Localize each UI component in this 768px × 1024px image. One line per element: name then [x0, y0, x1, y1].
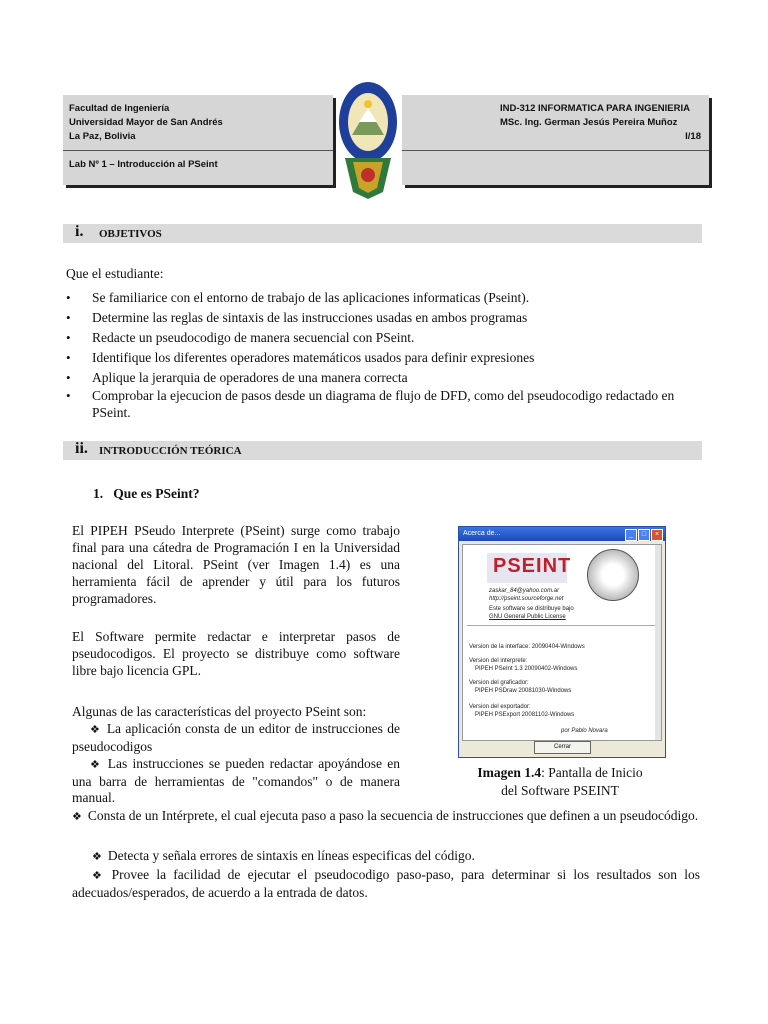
- url: http://pseint.sourceforge.net: [489, 596, 564, 602]
- objective-item: Redacte un pseudocodigo de manera secuencial con PSeint.: [92, 330, 415, 345]
- feature-item: ❖ Consta de un Intérprete, el cual ejecuta paso a paso la secuencia de instrucciones que definen a un pseudocódigo.: [72, 808, 699, 823]
- header-right-box: [402, 95, 709, 185]
- objective-item: Aplique la jerarquia de operadores de una manera correcta: [92, 370, 408, 385]
- figure-caption: Imagen 1.4: Pantalla de Inicio del Software PSEINT: [477, 765, 643, 798]
- diamond-bullet-icon: ❖: [92, 870, 106, 882]
- maximize-icon: □: [638, 529, 650, 541]
- city: La Paz, Bolivia: [69, 131, 136, 142]
- bullet-marker: •: [66, 350, 71, 365]
- feature-item: ❖ Detecta y señala errores de sintaxis en líneas especificas del código.: [92, 848, 475, 863]
- faculty-name: Facultad de Ingeniería: [69, 103, 170, 114]
- diamond-bullet-icon: ❖: [90, 724, 101, 736]
- bullet-marker: •: [66, 310, 71, 325]
- graph-label: Version del graficador:: [469, 680, 529, 686]
- license-line2: GNU General Public License: [489, 614, 566, 620]
- feature-item: ❖ Provee la facilidad de ejecutar el pseudocodigo paso-paso, para determinar si los resultados son los adecuados/esperados, de acuerdo a la entrada de datos.: [72, 867, 700, 900]
- license-line1: Este software se distribuye bajo: [489, 606, 574, 612]
- export-label: Version del exportador:: [469, 704, 531, 710]
- pseint-about-window: [458, 526, 666, 758]
- export-value: PIPEH PSExport 20081102-Windows: [475, 712, 575, 718]
- section-number: i.: [75, 223, 84, 240]
- paragraph-3: Algunas de las características del proyecto PSeint son:: [72, 704, 367, 719]
- email: zaskar_84@yahoo.com.ar: [489, 588, 560, 594]
- section-number: ii.: [75, 440, 88, 457]
- window-body: [462, 544, 662, 741]
- feature-item: ❖ Las instrucciones se pueden redactar apoyándose en una barra de herramientas de "comandos" o de manera manual.: [72, 756, 400, 805]
- interp-label: Version del interprete:: [469, 658, 528, 664]
- close-icon: ×: [651, 529, 663, 541]
- diamond-bullet-icon: ❖: [92, 851, 102, 863]
- bullet-marker: •: [66, 330, 71, 345]
- section-intro-bar: [63, 441, 702, 460]
- instructor-name: MSc. Ing. German Jesús Pereira Muñoz: [500, 117, 678, 128]
- header-left-box: [63, 95, 333, 185]
- objective-item: Determine las reglas de sintaxis de las instrucciones usadas en ambos programas: [92, 310, 528, 325]
- paragraph-1: El PIPEH PSeudo Interprete (PSeint) surge como trabajo final para una cátedra de Programación I en la Universidad nacional del Litoral. PSeint (ver Imagen 1.4) es una herramienta fácil de aprender y útil para los futuros programadores.: [72, 523, 400, 606]
- author: por Pablo Novara: [561, 728, 608, 734]
- diamond-bullet-icon: ❖: [72, 811, 82, 823]
- minimize-icon: _: [625, 529, 637, 541]
- interp-value: PIPEH PSeInt 1.3 20090402-Windows: [475, 666, 578, 672]
- bullet-marker: •: [66, 388, 71, 403]
- diamond-bullet-icon: ❖: [90, 759, 102, 771]
- window-title: Acerca de... _ □ ×: [459, 527, 665, 541]
- section-title: OBJETIVOS: [99, 228, 162, 240]
- objective-item: Identifique los diferentes operadores matemáticos usados para definir expresiones: [92, 350, 535, 365]
- university-name: Universidad Mayor de San Andrés: [69, 117, 223, 128]
- objective-item: Se familiarice con el entorno de trabajo de las aplicaciones informaticas (Pseint).: [92, 290, 530, 305]
- objectives-intro: Que el estudiante:: [66, 266, 164, 281]
- graph-value: PIPEH PSDraw 20081030-Windows: [475, 688, 572, 694]
- feature-item: ❖ La aplicación consta de un editor de instrucciones de pseudocodigos: [72, 721, 400, 754]
- course-name: IND-312 INFORMATICA PARA INGENIERIA: [500, 103, 691, 114]
- subheading: 1. Que es PSeint?: [93, 486, 200, 501]
- paragraph-2: El Software permite redactar e interpretar pasos de pseudocodigos. El proyecto se distribuye como software libre bajo licencia GPL.: [72, 629, 400, 678]
- iface-version: Version de la interface: 20090404-Windows: [469, 644, 585, 650]
- page-number: I/18: [685, 131, 701, 142]
- section-objectives-bar: [63, 224, 702, 243]
- objective-item: Comprobar la ejecucion de pasos desde un diagrama de flujo de DFD, como del pseudocodigo redactado en PSeint.: [92, 388, 675, 420]
- section-title: INTRODUCCIÓN TEÓRICA: [99, 445, 242, 457]
- close-button[interactable]: Cerrar: [534, 741, 591, 754]
- university-seal-icon: [337, 80, 399, 200]
- bullet-marker: •: [66, 290, 71, 305]
- lab-title: Lab Nº 1 – Introducción al PSeint: [69, 159, 218, 170]
- university-seal-icon: [587, 549, 639, 601]
- bullet-marker: •: [66, 370, 71, 385]
- pseint-logo: PSEINT: [493, 555, 572, 577]
